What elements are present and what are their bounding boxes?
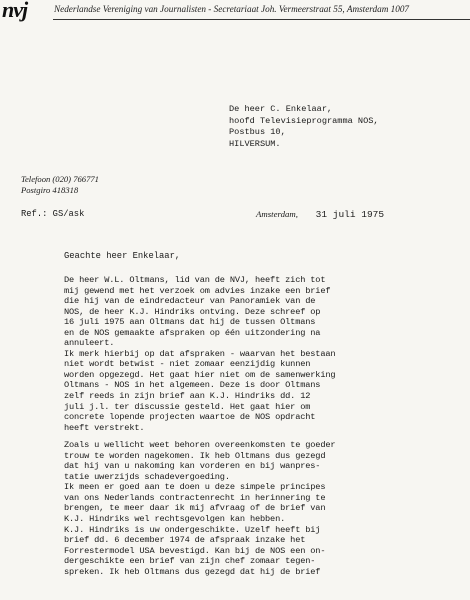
body-line: De heer W.L. Oltmans, lid van de NVJ, heeft zich tot [64, 275, 326, 285]
body-line: K.J. Hindriks wel rechtsgevolgen kan hebben. [64, 514, 286, 525]
letter-body [64, 275, 468, 577]
body-line: zelf reeds in zijn brief aan K.J. Hindriks dd. 12 [64, 391, 311, 402]
body-line: Ik merk hierbij op dat afspraken - waarvan het bestaan [64, 348, 336, 359]
letter-date: 31 juli 1975 [315, 209, 385, 220]
body-line: concrete lopende projecten waartoe de NOS opdracht [64, 412, 316, 423]
paragraph [64, 275, 468, 433]
recipient-address [229, 104, 379, 150]
body-line: mij gewend met het verzoek om advies inzake een brief [64, 285, 331, 296]
nvj-logo: nvj [2, 0, 28, 22]
body-line: Forrestermodel USA bevestigd. Kan bij de NOS een on- [64, 545, 326, 556]
body-line: tatie uwerzijds schadevergoeding. [64, 471, 230, 482]
body-line: spreken. Ik heb Oltmans dus gezegd dat hij de brief [64, 566, 321, 577]
letterhead-rule [53, 19, 470, 20]
body-line: en de NOS gemaakte afspraken op één uitzondering na [64, 327, 321, 338]
body-line: trouw te worden nagekomen. Ik heb Oltmans dus gezegd [64, 450, 326, 461]
body-line: juli j.l. ter discussie gesteld. Het gaat hier om [64, 401, 311, 412]
recipient-line: HILVERSUM. [229, 138, 281, 149]
contact-block [21, 174, 99, 195]
recipient-line: De heer C. Enkelaar, [229, 104, 333, 114]
body-line: 16 juli 1975 aan Oltmans dat hij de tussen Oltmans [64, 317, 316, 328]
body-line: die hij van de eindredacteur van Panoramiek van de [64, 296, 316, 307]
paragraph-gap [64, 433, 468, 440]
letterhead [0, 0, 470, 34]
body-line: heeft verstrekt. [64, 422, 145, 433]
salutation: Geachte heer Enkelaar, [64, 251, 181, 261]
postgiro-number: Postgiro 418318 [21, 184, 79, 195]
body-line: dat hij van u nakoming kan vorderen en bij wanpres- [64, 461, 321, 472]
body-line: brengen, te meer daar ik mij afvraag of de brief van [64, 503, 326, 514]
body-line: Zoals u wellicht weet behoren overeenkomsten te goeder [64, 440, 336, 451]
paragraph [64, 440, 468, 577]
body-line: NOS, de heer K.J. Hindriks ontving. Deze schreef op [64, 306, 321, 317]
body-line: brief dd. 6 december 1974 de afspraak inzake het [64, 535, 306, 546]
letterhead-address-line: Nederlandse Vereniging van Journalisten - Secretariaat Joh. Vermeerstraat 55, Amsterdam 1007 [54, 4, 410, 14]
body-line: Ik meen er goed aan te doen u deze simpele principes [64, 482, 326, 493]
recipient-line: hoofd Televisieprogramma NOS, [229, 115, 379, 126]
body-line: K.J. Hindriks is uw ondergeschikte. Uzelf heeft bij [64, 524, 321, 535]
body-line: niet wordt betwist - niet zomaar eenzijdig kunnen [64, 359, 311, 370]
reference: Ref.: GS/ask [21, 209, 85, 219]
recipient-line: Postbus 10, [229, 127, 286, 137]
body-line: annuleert. [64, 338, 115, 349]
body-line: van ons Nederlands contractenrecht in herinnering te [64, 492, 326, 503]
body-line: dergeschikte een brief van zijn chef zomaar tegen- [64, 556, 316, 567]
body-line: worden opgezegd. Het gaat hier niet om de samenwerking [64, 369, 336, 380]
telephone-number: Telefoon (020) 766771 [21, 174, 99, 184]
date-line [256, 209, 384, 220]
place: Amsterdam, [256, 209, 298, 219]
body-line: Oltmans - NOS in het algemeen. Deze is door Oltmans [64, 380, 321, 391]
